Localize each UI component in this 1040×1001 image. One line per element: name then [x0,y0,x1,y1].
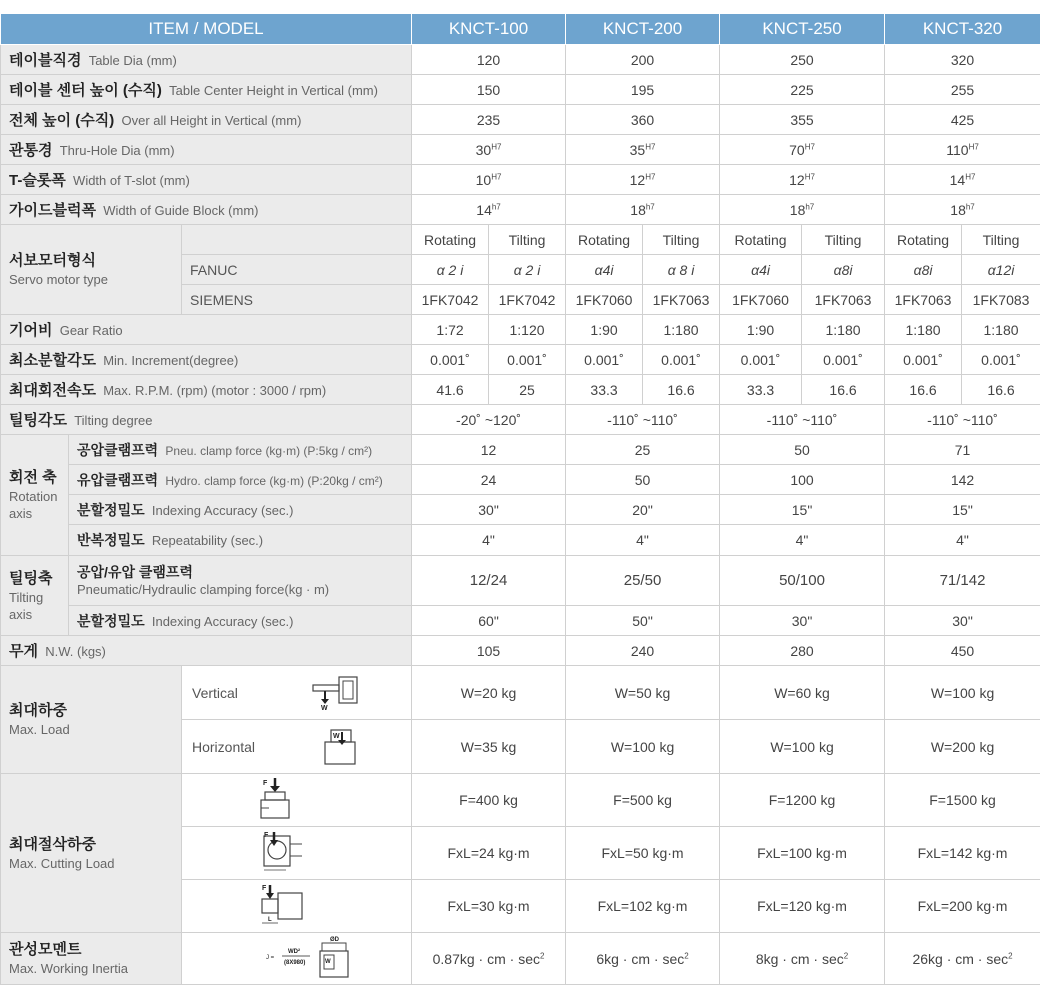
cell: 60" [412,606,566,636]
cell: 0.001˚ [720,345,802,375]
cell: 1FK7042 [412,285,489,315]
tangential-force-icon [260,828,304,874]
cell: $35^{H7}$ [566,135,720,165]
cell: 360 [566,105,720,135]
row-label: T-슬롯폭 Width of T-slot (mm) [1,165,412,195]
row-label: 반복정밀도 Repeatability (sec.) [69,525,412,556]
model-header: KNCT-320 [885,14,1040,45]
table-row [1,345,1040,375]
vertical-label: Vertical [192,684,238,701]
cell: Tilting [962,225,1040,255]
table-row [1,495,1040,525]
cell: 16.6 [643,375,720,405]
moment-force-icon [258,881,306,927]
cell: 12/24 [412,556,566,606]
cell: α 2 i [412,255,489,285]
cell: 15" [720,495,885,525]
row-label: 분할정밀도 Indexing Accuracy (sec.) [69,495,412,525]
horizontal-label: Horizontal [192,738,256,755]
table-row [1,666,1040,720]
cell: 1FK7042 [489,285,566,315]
svg-text:WD²: WD² [287,949,300,955]
cell: 120 [412,45,566,75]
table-row [1,375,1040,405]
cell: 0.001˚ [802,345,885,375]
axial-force-icon [257,776,297,820]
cell: F=1200 kg [720,774,885,827]
cell: 240 [566,636,720,666]
cell: 1FK7063 [802,285,885,315]
cell: $70^{H7}$ [720,135,885,165]
cell: Tilting [802,225,885,255]
cell: -110˚ ~110˚ [566,405,720,435]
table-row [1,405,1040,435]
cell: 200 [566,45,720,75]
svg-text:W: W [321,704,328,711]
rotation-axis-label: 회전 축 Rotation axis [1,435,69,556]
table-row [1,774,1040,827]
row-label: 무게 N.W. (kgs) [1,636,412,666]
cell: 100 [720,465,885,495]
table-row [1,75,1040,105]
row-label: 공압/유압 클램프력 Pneumatic/Hydraulic clamping force(kg · m) [69,556,412,606]
cell: $18^{h7}$ [885,195,1040,225]
cell: α8i [802,255,885,285]
inertia-formula-cell [182,933,412,985]
tilting-axis-label: 틸팅축 Tilting axis [1,556,69,636]
cell: 0.001˚ [885,345,962,375]
cell: α 8 i [643,255,720,285]
cell: 30" [720,606,885,636]
cell: Rotating [885,225,962,255]
horizontal-load-icon [321,728,361,766]
cell: 320 [885,45,1040,75]
tangential-force-cell [182,827,412,880]
cell: 4" [720,525,885,556]
cell: 4" [885,525,1040,556]
cell: 1:180 [962,315,1040,345]
cell: 1:90 [566,315,643,345]
max-load-label: 최대하중 Max. Load [1,666,182,774]
cell: 41.6 [412,375,489,405]
cell: $12^{H7}$ [566,165,720,195]
cell: 50 [566,465,720,495]
table-row [1,606,1040,636]
cell: Tilting [643,225,720,255]
horizontal-load-cell [182,720,412,774]
row-label: 최소분할각도 Min. Increment(degree) [1,345,412,375]
cell: 26kg · cm · $\sec^2$ [885,933,1040,985]
cell: 25 [489,375,566,405]
item-model-header: ITEM / MODEL [1,14,412,45]
table-row [1,315,1040,345]
cell: 24 [412,465,566,495]
cell: 1FK7063 [643,285,720,315]
cell: $14^{H7}$ [885,165,1040,195]
svg-text:J =: J = [265,955,274,961]
cell: 8kg · cm · $\sec^2$ [720,933,885,985]
moment-force-cell [182,880,412,933]
cell: 15" [885,495,1040,525]
row-label: 테이블직경 Table Dia (mm) [1,45,412,75]
cell: 1FK7083 [962,285,1040,315]
svg-text:F: F [261,884,266,892]
cell: $14^{h7}$ [412,195,566,225]
cell: 0.87kg · cm · $\sec^2$ [412,933,566,985]
cell: W=50 kg [566,666,720,720]
cell: W=100 kg [720,720,885,774]
cell: 1:90 [720,315,802,345]
cell: $18^{h7}$ [566,195,720,225]
cell: 1:72 [412,315,489,345]
cell: 150 [412,75,566,105]
cell: α 2 i [489,255,566,285]
cell: W=20 kg [412,666,566,720]
cell: 30" [885,606,1040,636]
model-header: KNCT-250 [720,14,885,45]
table-row [1,45,1040,75]
table-row [1,135,1040,165]
cutting-load-label: 최대절삭하중 Max. Cutting Load [1,774,182,933]
cell: -20˚ ~120˚ [412,405,566,435]
cell: 1FK7060 [566,285,643,315]
cell: 225 [720,75,885,105]
cell: -110˚ ~110˚ [885,405,1040,435]
cell: α4i [566,255,643,285]
row-label: 틸팅각도 Tilting degree [1,405,412,435]
svg-text:(8X980): (8X980) [283,960,305,966]
spec-table [0,13,1040,985]
svg-text:W: W [324,959,331,965]
inertia-formula-icon [262,933,372,979]
cell: 0.001˚ [489,345,566,375]
cell: $12^{H7}$ [720,165,885,195]
cell: FxL=50 kg·m [566,827,720,880]
row-label: 가이드블럭폭 Width of Guide Block (mm) [1,195,412,225]
cell: 255 [885,75,1040,105]
table-row [1,556,1040,606]
svg-text:W: W [333,732,340,740]
cell: α12i [962,255,1040,285]
table-row [1,435,1040,465]
cell: 16.6 [885,375,962,405]
cell: $18^{h7}$ [720,195,885,225]
cell: F=400 kg [412,774,566,827]
cell: FxL=102 kg·m [566,880,720,933]
cell: 50/100 [720,556,885,606]
cell: 71/142 [885,556,1040,606]
cell: 50 [720,435,885,465]
cell: 0.001˚ [643,345,720,375]
cell: 12 [412,435,566,465]
cell: 4" [412,525,566,556]
cell: W=100 kg [885,666,1040,720]
cell: FxL=142 kg·m [885,827,1040,880]
cell: $30^{H7}$ [412,135,566,165]
cell: W=60 kg [720,666,885,720]
cell: 1:180 [802,315,885,345]
row-label: 기어비 Gear Ratio [1,315,412,345]
svg-text:F: F [262,779,267,787]
table-row [1,636,1040,666]
cell: W=35 kg [412,720,566,774]
cell: 235 [412,105,566,135]
cell: α8i [885,255,962,285]
cell: 16.6 [962,375,1040,405]
cell: 50" [566,606,720,636]
model-header: KNCT-100 [412,14,566,45]
cell: 0.001˚ [566,345,643,375]
inertia-label: 관성모멘트 Max. Working Inertia [1,933,182,985]
cell: 25/50 [566,556,720,606]
cell: F=500 kg [566,774,720,827]
cell: 1:180 [885,315,962,345]
cell: 25 [566,435,720,465]
cell: 355 [720,105,885,135]
row-label: 관통경 Thru-Hole Dia (mm) [1,135,412,165]
cell: 142 [885,465,1040,495]
row-label: 분할정밀도 Indexing Accuracy (sec.) [69,606,412,636]
cell: FxL=24 kg·m [412,827,566,880]
cell: $110^{H7}$ [885,135,1040,165]
cell: 71 [885,435,1040,465]
table-row [1,195,1040,225]
cell: 195 [566,75,720,105]
table-row [1,465,1040,495]
header-row [1,14,1040,45]
cell: FxL=120 kg·m [720,880,885,933]
cell: 33.3 [566,375,643,405]
cell: 4" [566,525,720,556]
cell: 1:180 [643,315,720,345]
cell: -110˚ ~110˚ [720,405,885,435]
table-row [1,105,1040,135]
row-label: FANUC [182,255,412,285]
model-header: KNCT-200 [566,14,720,45]
cell: W=100 kg [566,720,720,774]
table-row [1,225,1040,255]
row-label: 전체 높이 (수직) Over all Height in Vertical (mm) [1,105,412,135]
row-label: 최대회전속도 Max. R.P.M. (rpm) (motor : 3000 / rpm) [1,375,412,405]
cell: FxL=100 kg·m [720,827,885,880]
table-row [1,933,1040,985]
cell: Rotating [566,225,643,255]
cell: FxL=30 kg·m [412,880,566,933]
cell: $10^{H7}$ [412,165,566,195]
cell: 1FK7060 [720,285,802,315]
cell: Tilting [489,225,566,255]
table-row [1,165,1040,195]
servo-label: 서보모터형식 Servo motor type [1,225,182,315]
cell: α4i [720,255,802,285]
table-row [1,525,1040,556]
cell: 0.001˚ [962,345,1040,375]
svg-text:F: F [263,831,268,839]
cell: 280 [720,636,885,666]
cell: W=200 kg [885,720,1040,774]
cell: 0.001˚ [412,345,489,375]
cell: 33.3 [720,375,802,405]
row-label: 유압클램프력 Hydro. clamp force (kg·m) (P:20kg / cm²) [69,465,412,495]
cell: 20" [566,495,720,525]
row-label: SIEMENS [182,285,412,315]
cell: 105 [412,636,566,666]
cell: F=1500 kg [885,774,1040,827]
cell: 425 [885,105,1040,135]
cell: 1:120 [489,315,566,345]
axial-force-cell [182,774,412,827]
row-label [182,225,412,255]
cell: 250 [720,45,885,75]
cell: Rotating [412,225,489,255]
cell: 16.6 [802,375,885,405]
cell: FxL=200 kg·m [885,880,1040,933]
row-label: 테이블 센터 높이 (수직) Table Center Height in Vertical (mm) [1,75,412,105]
cell: Rotating [720,225,802,255]
cell: 6kg · cm · $\sec^2$ [566,933,720,985]
vertical-load-cell [182,666,412,720]
cell: 30" [412,495,566,525]
row-label: 공압클램프력 Pneu. clamp force (kg·m) (P:5kg / cm²) [69,435,412,465]
vertical-load-icon [311,675,361,711]
cell: 450 [885,636,1040,666]
svg-text:ØD: ØD [329,937,339,943]
cell: 1FK7063 [885,285,962,315]
svg-text:L: L [267,916,272,923]
